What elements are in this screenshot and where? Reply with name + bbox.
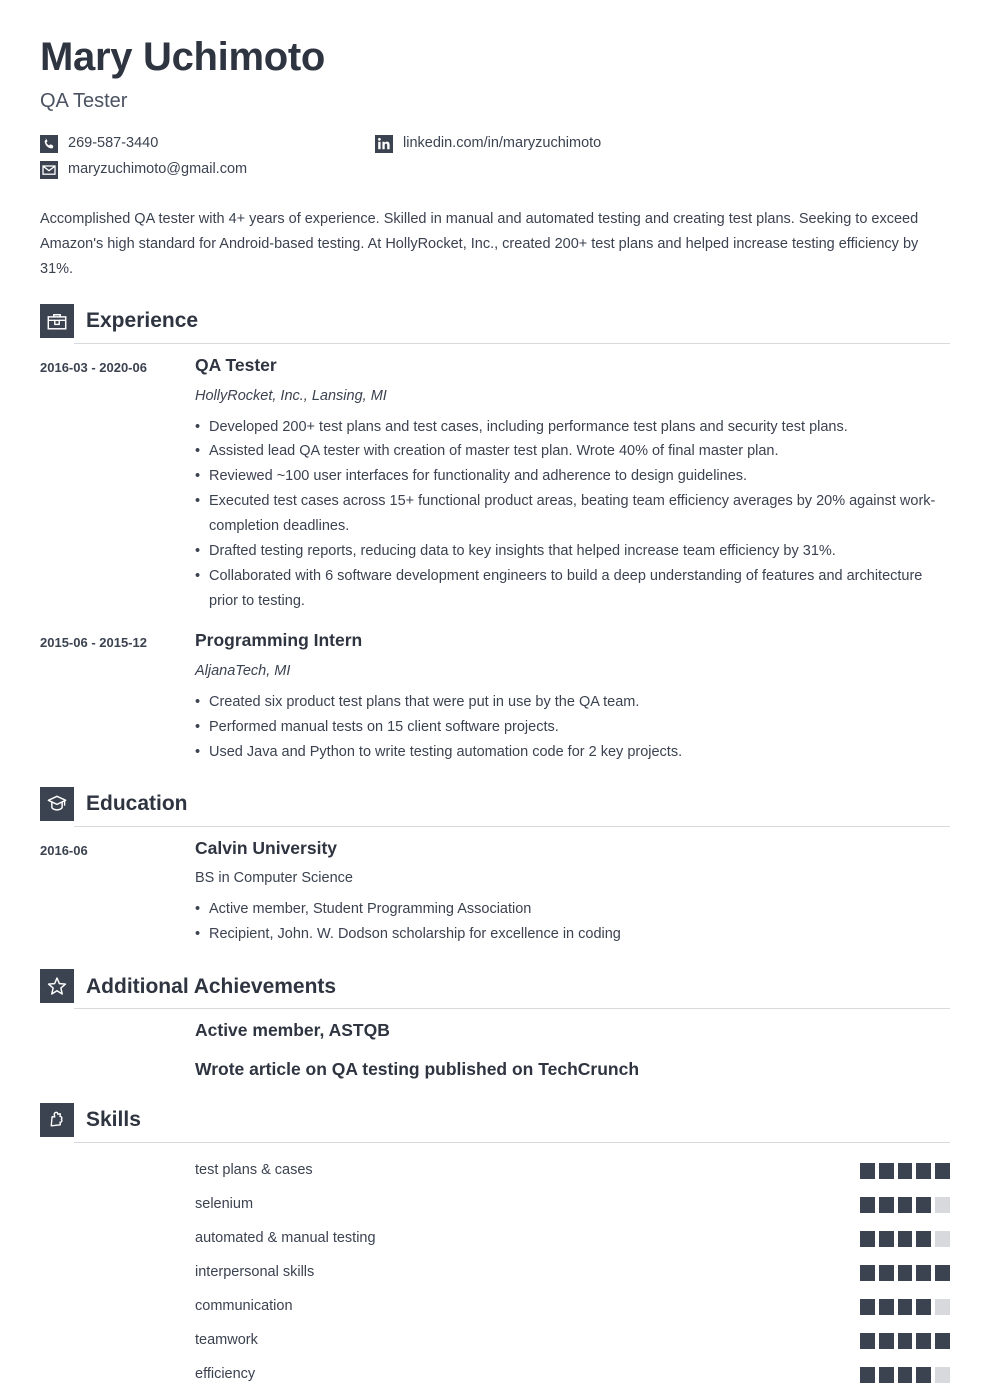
skill-rating bbox=[860, 1197, 950, 1213]
rating-square-filled bbox=[879, 1367, 894, 1383]
contact-phone-text: 269-587-3440 bbox=[68, 135, 159, 152]
skill-row bbox=[40, 1324, 950, 1358]
bullet-item: • Created six product test plans that were put in use by the QA team. bbox=[195, 690, 950, 715]
email-icon bbox=[40, 161, 58, 179]
achievements-header bbox=[40, 969, 950, 1003]
rating-square-filled bbox=[879, 1299, 894, 1315]
contact-linkedin-text: linkedin.com/in/maryzuchimoto bbox=[403, 135, 602, 152]
achievement-spacer bbox=[40, 1059, 195, 1081]
graduation-cap-icon bbox=[40, 787, 74, 821]
education-entry bbox=[40, 838, 950, 948]
rating-square-empty bbox=[935, 1299, 950, 1315]
skill-name: interpersonal skills bbox=[195, 1264, 315, 1281]
rating-square-filled bbox=[879, 1265, 894, 1281]
bullet-item: • Performed manual tests on 15 client software projects. bbox=[195, 715, 950, 740]
rating-square-filled bbox=[860, 1333, 875, 1349]
skill-name: efficiency bbox=[195, 1366, 256, 1383]
skill-name: communication bbox=[195, 1298, 293, 1315]
contact-phone[interactable] bbox=[40, 135, 375, 153]
rating-square-filled bbox=[916, 1163, 931, 1179]
professional-summary: Accomplished QA tester with 4+ years of experience. Skilled in manual and automated testing and creating test plans. Seeking to exceed Amazon's high standard for Android-based testing. At HollyRocket, Inc., created 200+ test plans and helped increase testing efficiency by 31%. bbox=[40, 211, 919, 277]
entry-content bbox=[195, 355, 950, 614]
skill-row bbox=[40, 1188, 950, 1222]
entry-subtitle: HollyRocket, Inc., Lansing, MI bbox=[195, 387, 387, 404]
entry-content bbox=[195, 838, 950, 948]
rating-square-empty bbox=[935, 1231, 950, 1247]
skills-title: Skills bbox=[86, 1108, 141, 1132]
skill-rating bbox=[860, 1367, 950, 1383]
education-header bbox=[40, 787, 950, 821]
section-divider bbox=[74, 1142, 950, 1143]
skill-rating bbox=[860, 1163, 950, 1179]
bullet-item: • Assisted lead QA tester with creation of master test plan. Wrote 40% of final master plan. bbox=[195, 439, 950, 464]
candidate-job-title: QA Tester bbox=[40, 90, 128, 112]
skill-row bbox=[40, 1222, 950, 1256]
rating-square-filled bbox=[916, 1231, 931, 1247]
bullet-item: • Executed test cases across 15+ functional product areas, beating team efficiency averages by 20% against work-completion deadlines. bbox=[195, 489, 950, 539]
skill-row bbox=[40, 1256, 950, 1290]
skill-name: selenium bbox=[195, 1196, 254, 1213]
achievement-item bbox=[40, 1020, 950, 1042]
bullet-item: • Active member, Student Programming Association bbox=[195, 897, 950, 922]
resume-header bbox=[40, 0, 950, 179]
rating-square-filled bbox=[860, 1197, 875, 1213]
rating-square-filled bbox=[916, 1197, 931, 1213]
entry-date: 2016-06 bbox=[40, 842, 88, 858]
rating-square-filled bbox=[898, 1197, 913, 1213]
rating-square-filled bbox=[935, 1265, 950, 1281]
experience-entry bbox=[40, 630, 950, 765]
experience-entry bbox=[40, 355, 950, 614]
entry-bullets bbox=[195, 415, 950, 615]
rating-square-empty bbox=[935, 1197, 950, 1213]
skill-name: automated & manual testing bbox=[195, 1230, 376, 1247]
rating-square-filled bbox=[860, 1265, 875, 1281]
contact-linkedin[interactable] bbox=[375, 135, 950, 153]
entry-title: QA Tester bbox=[195, 354, 277, 375]
entry-title: Programming Intern bbox=[195, 630, 363, 651]
skills-list bbox=[40, 1154, 950, 1392]
section-divider bbox=[74, 1008, 950, 1009]
skill-name: teamwork bbox=[195, 1332, 258, 1349]
phone-icon bbox=[40, 135, 58, 153]
entry-title: Calvin University bbox=[195, 837, 337, 858]
achievement-text: Wrote article on QA testing published on TechCrunch bbox=[195, 1059, 640, 1080]
star-icon bbox=[40, 969, 74, 1003]
bullet-item: • Used Java and Python to write testing automation code for 2 key projects. bbox=[195, 740, 950, 765]
rating-square-filled bbox=[935, 1333, 950, 1349]
achievement-item bbox=[40, 1059, 950, 1081]
skill-row bbox=[40, 1358, 950, 1392]
rating-square-filled bbox=[879, 1333, 894, 1349]
entry-content bbox=[195, 630, 950, 765]
skill-name: test plans & cases bbox=[195, 1162, 313, 1179]
contact-email-text: maryzuchimoto@gmail.com bbox=[68, 161, 248, 178]
linkedin-icon bbox=[375, 135, 393, 153]
rating-square-filled bbox=[898, 1163, 913, 1179]
rating-square-filled bbox=[916, 1367, 931, 1383]
section-divider bbox=[74, 343, 950, 344]
rating-square-filled bbox=[879, 1197, 894, 1213]
rating-square-filled bbox=[860, 1367, 875, 1383]
bullet-item: • Drafted testing reports, reducing data to key insights that helped increase team efficiency by 31%. bbox=[195, 539, 950, 564]
entry-date: 2016-03 - 2020-06 bbox=[40, 359, 147, 375]
entry-bullets bbox=[195, 897, 950, 947]
rating-square-filled bbox=[935, 1163, 950, 1179]
skill-rating bbox=[860, 1299, 950, 1315]
entry-bullets bbox=[195, 690, 950, 765]
achievement-spacer bbox=[40, 1020, 195, 1042]
contact-info bbox=[40, 135, 950, 179]
bullet-item: • Developed 200+ test plans and test cases, including performance test plans and security test plans. bbox=[195, 415, 950, 440]
achievements-list bbox=[40, 1020, 950, 1081]
entry-subtitle: AljanaTech, MI bbox=[195, 662, 291, 679]
rating-square-filled bbox=[898, 1265, 913, 1281]
rating-square-filled bbox=[879, 1163, 894, 1179]
rating-square-filled bbox=[898, 1367, 913, 1383]
rating-square-filled bbox=[916, 1265, 931, 1281]
education-entries bbox=[40, 838, 950, 948]
experience-entries bbox=[40, 355, 950, 765]
rating-square-empty bbox=[935, 1367, 950, 1383]
rating-square-filled bbox=[879, 1231, 894, 1247]
section-skills bbox=[40, 1103, 950, 1392]
entry-date: 2015-06 - 2015-12 bbox=[40, 635, 147, 651]
bullet-item: • Collaborated with 6 software development engineers to build a deep understanding of features and architecture prior to testing. bbox=[195, 564, 950, 614]
skill-row bbox=[40, 1154, 950, 1188]
skill-rating bbox=[860, 1265, 950, 1281]
skill-row bbox=[40, 1290, 950, 1324]
achievements-title: Additional Achievements bbox=[86, 974, 337, 998]
section-achievements bbox=[40, 969, 950, 1081]
section-experience bbox=[40, 304, 950, 765]
rating-square-filled bbox=[898, 1333, 913, 1349]
achievement-text: Active member, ASTQB bbox=[195, 1020, 390, 1041]
briefcase-icon bbox=[40, 304, 74, 338]
rating-square-filled bbox=[898, 1231, 913, 1247]
rating-square-filled bbox=[860, 1163, 875, 1179]
section-divider bbox=[74, 826, 950, 827]
bullet-item: • Recipient, John. W. Dodson scholarship for excellence in coding bbox=[195, 922, 950, 947]
puzzle-icon bbox=[40, 1103, 74, 1137]
candidate-name: Mary Uchimoto bbox=[40, 35, 326, 79]
bullet-item: • Reviewed ~100 user interfaces for functionality and adherence to design guidelines. bbox=[195, 464, 950, 489]
skills-header bbox=[40, 1103, 950, 1137]
section-education bbox=[40, 787, 950, 948]
rating-square-filled bbox=[898, 1299, 913, 1315]
skill-rating bbox=[860, 1333, 950, 1349]
rating-square-filled bbox=[860, 1299, 875, 1315]
rating-square-filled bbox=[916, 1299, 931, 1315]
rating-square-filled bbox=[860, 1231, 875, 1247]
education-title: Education bbox=[86, 792, 188, 816]
contact-email[interactable] bbox=[40, 161, 375, 179]
entry-subtitle: BS in Computer Science bbox=[195, 870, 353, 887]
rating-square-filled bbox=[916, 1333, 931, 1349]
experience-header bbox=[40, 304, 950, 338]
experience-title: Experience bbox=[86, 309, 199, 333]
skill-rating bbox=[860, 1231, 950, 1247]
